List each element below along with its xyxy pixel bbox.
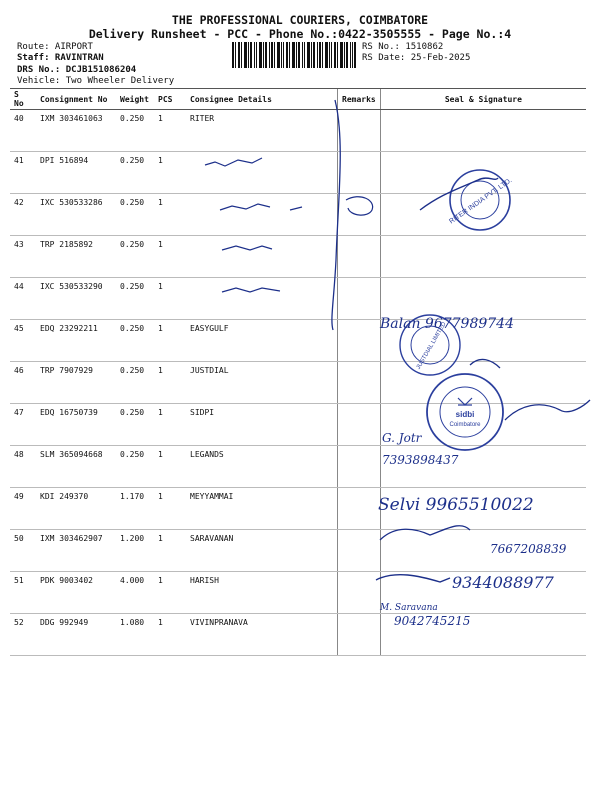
cell-seal — [380, 152, 586, 194]
cell-seal — [380, 362, 586, 404]
svg-text:JUSTDIAL LIMITED: JUSTDIAL LIMITED — [415, 321, 448, 371]
table-row — [10, 404, 586, 446]
handwritten-name: M. Saravana — [380, 603, 438, 613]
barcode — [232, 42, 356, 68]
col-pcs: PCS — [154, 89, 186, 110]
cell-consignment: SLM 365094668 — [36, 446, 116, 488]
cell-sno: 47 — [10, 404, 36, 446]
cell-consignment: PDK 9003402 — [36, 572, 116, 614]
handwritten-contact: Selvi 9965510022 — [378, 495, 534, 515]
table-row — [10, 530, 586, 572]
cell-consignment: IXM 303462907 — [36, 530, 116, 572]
cell-weight: 0.250 — [116, 110, 154, 152]
handwritten-phone: 9344088977 — [452, 573, 554, 592]
cell-weight: 1.170 — [116, 488, 154, 530]
cell-sno: 52 — [10, 614, 36, 656]
cell-weight: 0.250 — [116, 278, 154, 320]
svg-text:sidbi: sidbi — [455, 410, 475, 419]
cell-consignment: KDI 249370 — [36, 488, 116, 530]
cell-pcs: 1 — [154, 236, 186, 278]
cell-consignment: TRP 2185892 — [36, 236, 116, 278]
cell-remarks — [338, 488, 381, 530]
cell-consignee — [186, 236, 338, 278]
cell-consignee: MEYYAMMAI — [186, 488, 338, 530]
cell-weight: 0.250 — [116, 194, 154, 236]
cell-remarks — [338, 572, 381, 614]
cell-weight: 0.250 — [116, 446, 154, 488]
cell-weight: 0.250 — [116, 236, 154, 278]
cell-consignment: IXM 303461063 — [36, 110, 116, 152]
cell-pcs: 1 — [154, 278, 186, 320]
cell-consignee: SIDPI — [186, 404, 338, 446]
route-label: Route: AIRPORT — [17, 42, 93, 52]
cell-remarks — [338, 530, 381, 572]
cell-pcs: 1 — [154, 320, 186, 362]
cell-seal — [380, 110, 586, 152]
cell-consignee: VIVINPRANAVA — [186, 614, 338, 656]
cell-remarks — [338, 446, 381, 488]
runsheet-subtitle: Delivery Runsheet - PCC - Phone No.:0422-3505555 - Page No.:4 — [88, 27, 512, 41]
cell-consignment: DDG 992949 — [36, 614, 116, 656]
cell-pcs: 1 — [154, 446, 186, 488]
cell-consignment: IXC 530533290 — [36, 278, 116, 320]
handwritten-name: G. Jotr — [382, 431, 422, 445]
cell-remarks — [338, 110, 381, 152]
table-row — [10, 488, 586, 530]
col-weight: Weight — [116, 89, 154, 110]
cell-seal — [380, 530, 586, 572]
cell-weight: 1.080 — [116, 614, 154, 656]
table-row — [10, 194, 586, 236]
handwritten-phone: 7667208839 — [490, 542, 567, 556]
cell-weight: 1.200 — [116, 530, 154, 572]
cell-consignment: TRP 7907929 — [36, 362, 116, 404]
table-row — [10, 278, 586, 320]
cell-pcs: 1 — [154, 194, 186, 236]
cell-consignee: JUSTDIAL — [186, 362, 338, 404]
staff-label: Staff: RAVINTRAN — [17, 53, 104, 63]
cell-weight: 0.250 — [116, 320, 154, 362]
cell-seal — [380, 194, 586, 236]
cell-sno: 42 — [10, 194, 36, 236]
cell-sno: 43 — [10, 236, 36, 278]
cell-remarks — [338, 404, 381, 446]
cell-seal — [380, 446, 586, 488]
cell-seal — [380, 488, 586, 530]
cell-remarks — [338, 152, 381, 194]
cell-weight: 0.250 — [116, 404, 154, 446]
col-seal: Seal & Signature — [380, 89, 586, 110]
handwritten-contact: Balan 9677989744 — [380, 316, 514, 332]
cell-weight: 0.250 — [116, 152, 154, 194]
cell-sno: 48 — [10, 446, 36, 488]
col-consignee: Consignee Details — [186, 89, 338, 110]
cell-pcs: 1 — [154, 530, 186, 572]
cell-seal — [380, 404, 586, 446]
table-row — [10, 572, 586, 614]
cell-sno: 41 — [10, 152, 36, 194]
cell-remarks — [338, 614, 381, 656]
table-row — [10, 614, 586, 656]
cell-remarks — [338, 194, 381, 236]
cell-consignment: EDQ 23292211 — [36, 320, 116, 362]
svg-text:Coimbatore: Coimbatore — [449, 422, 481, 428]
cell-sno: 49 — [10, 488, 36, 530]
cell-sno: 51 — [10, 572, 36, 614]
cell-weight: 0.250 — [116, 362, 154, 404]
runsheet-table — [10, 88, 586, 656]
cell-sno: 46 — [10, 362, 36, 404]
cell-seal — [380, 614, 586, 656]
cell-pcs: 1 — [154, 488, 186, 530]
cell-weight: 4.000 — [116, 572, 154, 614]
table-row — [10, 362, 586, 404]
cell-consignee — [186, 278, 338, 320]
cell-consignee — [186, 194, 338, 236]
cell-consignment: DPI 516894 — [36, 152, 116, 194]
cell-consignee: LEGANDS — [186, 446, 338, 488]
cell-remarks — [338, 278, 381, 320]
cell-consignee: SARAVANAN — [186, 530, 338, 572]
table-header-row — [10, 89, 586, 110]
svg-text:RITER INDIA PVT. LTD.: RITER INDIA PVT. LTD. — [448, 176, 514, 226]
col-remarks: Remarks — [338, 89, 381, 110]
cell-consignee: HARISH — [186, 572, 338, 614]
cell-sno: 44 — [10, 278, 36, 320]
cell-remarks — [338, 236, 381, 278]
cell-consignee: RITER — [186, 110, 338, 152]
cell-consignee — [186, 152, 338, 194]
handwritten-phone: 7393898437 — [382, 453, 459, 467]
table-row — [10, 110, 586, 152]
vehicle-label: Vehicle: Two Wheeler Delivery — [17, 76, 175, 86]
table-row — [10, 320, 586, 362]
table-row — [10, 236, 586, 278]
cell-seal — [380, 236, 586, 278]
cell-pcs: 1 — [154, 614, 186, 656]
cell-pcs: 1 — [154, 572, 186, 614]
cell-pcs: 1 — [154, 152, 186, 194]
cell-seal — [380, 572, 586, 614]
table-row — [10, 152, 586, 194]
cell-consignment: IXC 530533286 — [36, 194, 116, 236]
drs-label: DRS No.: DCJB151086204 — [17, 65, 137, 75]
cell-consignee: EASYGULF — [186, 320, 338, 362]
cell-consignment: EDQ 16750739 — [36, 404, 116, 446]
cell-sno: 45 — [10, 320, 36, 362]
table-row — [10, 446, 586, 488]
company-title: THE PROFESSIONAL COURIERS, COIMBATORE — [171, 13, 429, 27]
cell-pcs: 1 — [154, 362, 186, 404]
cell-sno: 50 — [10, 530, 36, 572]
cell-seal — [380, 320, 586, 362]
cell-sno: 40 — [10, 110, 36, 152]
cell-remarks — [338, 362, 381, 404]
rs-date: RS Date: 25-Feb-2025 — [362, 53, 471, 63]
cell-pcs: 1 — [154, 404, 186, 446]
handwritten-phone: 9042745215 — [394, 614, 471, 628]
col-consignment: Consignment No — [36, 89, 116, 110]
cell-seal — [380, 278, 586, 320]
cell-pcs: 1 — [154, 110, 186, 152]
cell-remarks — [338, 320, 381, 362]
rs-number: RS No.: 1510862 — [362, 42, 444, 52]
col-sno: S No — [10, 89, 36, 110]
